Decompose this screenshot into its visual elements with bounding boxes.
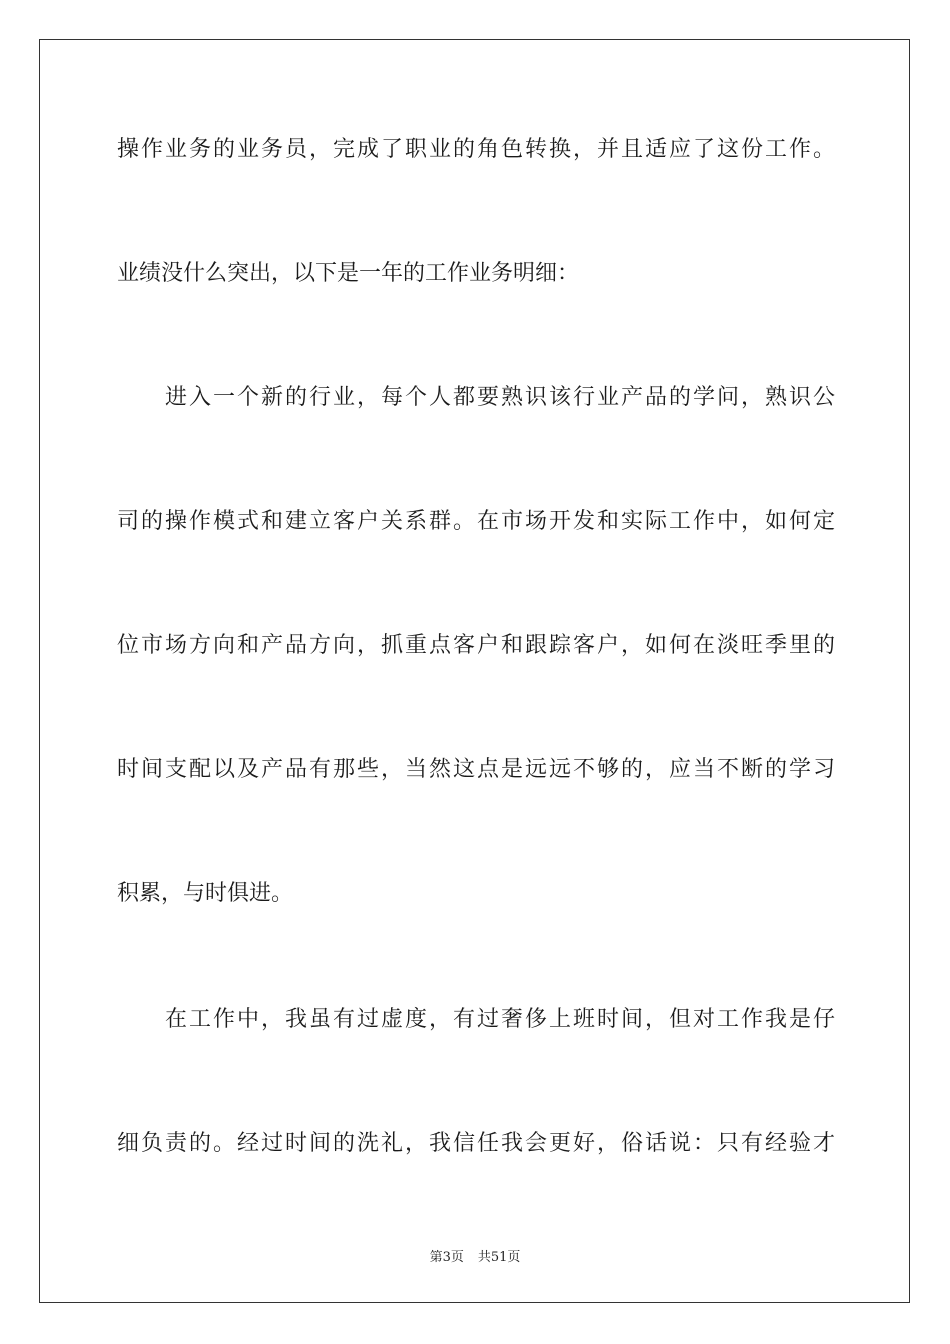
- page-total: 共51页: [477, 1250, 521, 1265]
- text-line: 时间支配以及产品有那些，当然这点是远远不够的，应当不断的学习: [117, 757, 835, 782]
- text-line: 在工作中，我虽有过虚度，有过奢侈上班时间，但对工作我是仔: [165, 1007, 835, 1032]
- text-line: 操作业务的业务员，完成了职业的角色转换，并且适应了这份工作。: [117, 137, 835, 162]
- page-frame: [39, 39, 910, 1303]
- text-line: 细负责的。经过时间的洗礼，我信任我会更好，俗话说：只有经验才: [117, 1131, 835, 1156]
- page-number: 第3页: [429, 1250, 464, 1265]
- text-line: 位市场方向和产品方向，抓重点客户和跟踪客户，如何在淡旺季里的: [117, 633, 835, 658]
- text-line: 业绩没什么突出，以下是一年的工作业务明细：: [117, 261, 580, 286]
- text-line: 司的操作模式和建立客户关系群。在市场开发和实际工作中，如何定: [117, 509, 835, 534]
- text-line: 进入一个新的行业，每个人都要熟识该行业产品的学问，熟识公: [165, 385, 835, 410]
- page-footer: [0, 1246, 950, 1265]
- text-line: 积累，与时俱进。: [117, 881, 294, 906]
